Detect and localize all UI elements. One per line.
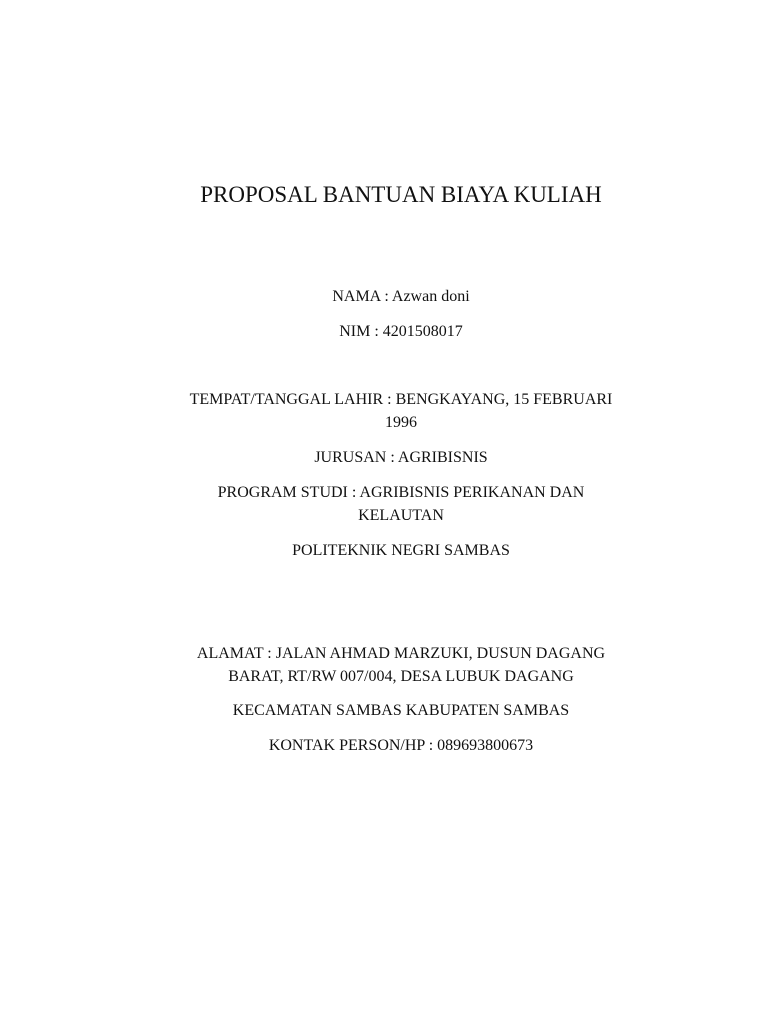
jurusan-line: JURUSAN : AGRIBISNIS xyxy=(314,449,488,466)
alamat-line-1: ALAMAT : JALAN AHMAD MARZUKI, DUSUN DAGANG xyxy=(196,645,606,662)
nama-line: NAMA : Azwan doni xyxy=(332,288,470,305)
institusi-line: POLITEKNIK NEGRI SAMBAS xyxy=(292,542,510,559)
kecamatan-line: KECAMATAN SAMBAS KABUPATEN SAMBAS xyxy=(232,702,570,719)
document-title: PROPOSAL BANTUAN BIAYA KULIAH xyxy=(200,182,602,207)
alamat-line-2: BARAT, RT/RW 007/004, DESA LUBUK DAGANG xyxy=(228,668,574,685)
prodi-line-2: KELAUTAN xyxy=(358,507,444,524)
kontak-line: KONTAK PERSON/HP : 089693800673 xyxy=(268,737,534,754)
prodi-line-1: PROGRAM STUDI : AGRIBISNIS PERIKANAN DAN xyxy=(217,484,585,501)
ttl-line-2: 1996 xyxy=(385,414,417,431)
nim-line: NIM : 4201508017 xyxy=(339,323,463,340)
ttl-line-1: TEMPAT/TANGGAL LAHIR : BENGKAYANG, 15 FEBRUARI xyxy=(189,391,613,408)
